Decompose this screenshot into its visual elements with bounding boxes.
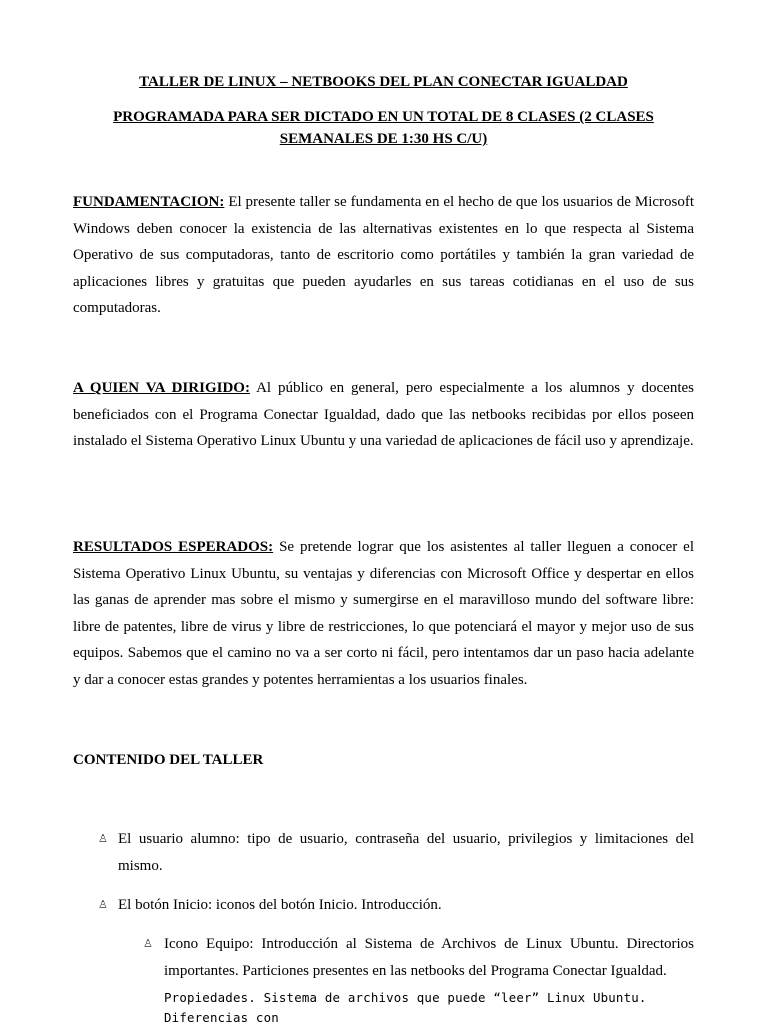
section-text: El presente taller se fundamenta en el hecho de que los usuarios de Microsoft Windows deben conocer la existencia de las alternativas existentes en lo que respecta al Sistema Operativo de sus computadoras, tanto de escritorio como portátiles y también la gran variedad de aplicaciones libres y gratuitas que pueden ayudarles en sus tareas cotidianas en el uso de sus computadoras. bbox=[73, 194, 695, 317]
sub-list-item-continuation: Propiedades. Sistema de archivos que puede “leer” Linux Ubuntu. Diferencias con bbox=[164, 990, 647, 1025]
section-label: FUNDAMENTACION: bbox=[73, 194, 225, 210]
section-resultados-esperados bbox=[73, 534, 694, 694]
list-item: El botón Inicio: iconos del botón Inicio. Introducción. bbox=[118, 897, 442, 913]
section-label: RESULTADOS ESPERADOS: bbox=[73, 539, 274, 555]
document-title: TALLER DE LINUX – NETBOOKS DEL PLAN CONECTAR IGUALDAD bbox=[139, 74, 628, 90]
contenido-heading: CONTENIDO DEL TALLER bbox=[73, 752, 264, 768]
section-a-quien-va-dirigido bbox=[73, 375, 694, 455]
section-text: Se pretende lograr que los asistentes al taller lleguen a conocer el Sistema Operativo Linux Ubuntu, su ventajas y diferencias con Microsoft Office y despertar en ellos las ganas de aprender mas sobre el mismo y sumergirse en el maravilloso mundo del software libre: libre de patentes, libre de virus y libre de restricciones, lo que potenciará el mayor y mejor uso de sus equipos. Sabemos que el camino no va a ser corto ni fácil, pero intentamos dar un paso hacia adelante y dar a conocer estas grandes y potentes herramientas a los usuarios finales. bbox=[73, 539, 695, 688]
pawn-bullet-icon: ♙ bbox=[98, 899, 108, 911]
section-text: Al público en general, pero especialmente a los alumnos y docentes beneficiados con el Programa Conectar Igualdad, dado que las netbooks recibidas por ellos poseen instalado el Sistema Operativo Linux Ubuntu y una variedad de aplicaciones de fácil uso y aprendizaje. bbox=[73, 380, 694, 450]
document-subtitle-line-1: PROGRAMADA PARA SER DICTADO EN UN TOTAL DE 8 CLASES (2 CLASES bbox=[113, 109, 654, 125]
sub-list-item: Icono Equipo: Introducción al Sistema de Archivos de Linux Ubuntu. Directorios importantes. Particiones presentes en las netbooks del Programa Conectar Igualdad. bbox=[164, 936, 694, 979]
pawn-bullet-icon: ♙ bbox=[143, 938, 153, 950]
section-label: A QUIEN VA DIRIGIDO: bbox=[73, 380, 250, 396]
section-fundamentacion bbox=[73, 189, 694, 322]
document-subtitle-line-2: SEMANALES DE 1:30 HS C/U) bbox=[279, 131, 488, 147]
pawn-bullet-icon: ♙ bbox=[98, 833, 108, 845]
list-item: El usuario alumno: tipo de usuario, contraseña del usuario, privilegios y limitaciones del mismo. bbox=[118, 831, 694, 874]
